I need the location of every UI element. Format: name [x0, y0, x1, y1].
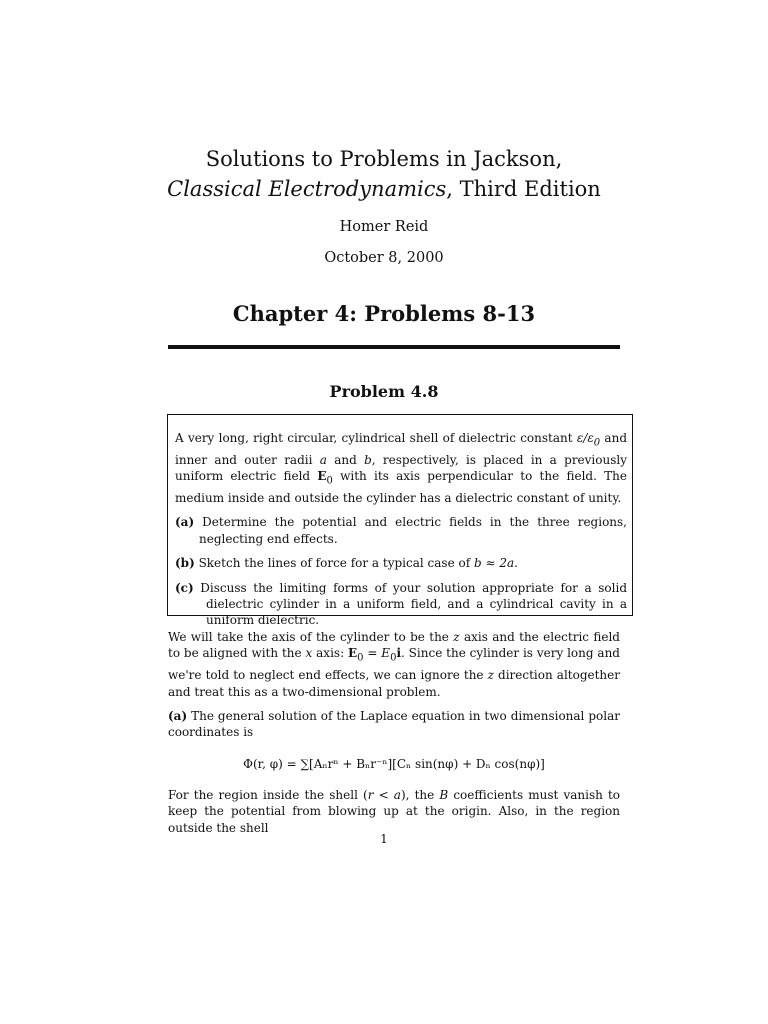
subscript: 0 [593, 437, 601, 449]
author: Homer Reid [339, 219, 429, 235]
date: October 8, 2000 [324, 250, 444, 266]
paragraph [168, 708, 620, 741]
solution-text [168, 629, 620, 836]
paragraph [168, 629, 620, 700]
math-run: ε/ε [576, 431, 594, 445]
title-block [0, 144, 768, 268]
part-b [175, 555, 627, 571]
text-run: Sketch the lines of force for a typical case of [194, 556, 474, 571]
text-run: . [514, 556, 518, 571]
math-a: a [319, 452, 327, 467]
text-run: . Since the cylinder is very long and we're told to neglect end effects, we can ignore the [168, 646, 620, 683]
text-run: We will take the axis of the cylinder to be the [168, 630, 454, 644]
math-run: E [317, 469, 327, 484]
part-label: (b) [175, 556, 195, 571]
text-run: axis and the electric field to be aligned with the [168, 630, 620, 661]
math-b: b [364, 452, 372, 467]
part-label: (c) [175, 580, 194, 595]
text-run: , respectively, is placed in a previously uniform electric field [175, 452, 627, 484]
text-run: For the region inside the shell ( [168, 787, 368, 802]
text-run: The general solution of the Laplace equation in two dimensional polar coordinates is [168, 709, 620, 740]
problem-intro [175, 430, 627, 506]
math-run: z [487, 668, 494, 683]
math-run: b ≈ 2a [473, 556, 515, 571]
paragraph [168, 787, 620, 836]
text-run: Determine the potential and electric fields in the three regions, neglecting end effects. [194, 515, 627, 546]
page-number: 1 [380, 832, 388, 846]
subscript: 0 [326, 475, 333, 487]
math-epsilon [576, 431, 601, 449]
text-run: coefficients must vanish to keep the potential from blowing up at the origin. Also, in the region outside the shell [168, 787, 621, 835]
math-run: = E [363, 646, 391, 661]
document-title: Solutions to Problems in Jackson, [205, 147, 563, 171]
text-run: with its axis perpendicular to the field. The medium inside and outside the cylinder has a dielectric constant of unity. [175, 469, 627, 505]
text-run: Discuss the limiting forms of your solution appropriate for a solid dielectric cylinder in a uniform field, and a cylindrical cavity in a uniform dielectric. [193, 580, 627, 628]
chapter-heading: Chapter 4: Problems 8-13 [232, 301, 536, 326]
equation: Φ(r, φ) = ∑[Aₙrⁿ + Bₙr⁻ⁿ][Cₙ sin(nφ) + Dₙ cos(nφ)] [243, 756, 545, 771]
text-run: A very long, right circular, cylindrical shell of dielectric constant [175, 431, 577, 445]
edition-text: , Third Edition [446, 177, 601, 201]
text-run: and [326, 452, 365, 467]
horizontal-rule [168, 345, 620, 349]
text-run: ), the [400, 787, 440, 802]
math-run: E [347, 646, 358, 661]
math-run: B [439, 787, 449, 802]
math-run: z [453, 630, 460, 644]
text-run: and inner and outer radii [175, 431, 627, 467]
math-run: r < a [367, 787, 401, 802]
problem-heading: Problem 4.8 [329, 382, 439, 401]
math-run: i [396, 646, 401, 661]
part-a [175, 514, 627, 547]
part-c [175, 580, 627, 629]
problem-statement-box [167, 414, 633, 628]
document-subtitle [0, 174, 768, 204]
math-run: x [305, 646, 313, 661]
text-run: direction altogether and treat this as a two-dimensional problem. [168, 668, 620, 699]
part-label: (a) [175, 515, 195, 530]
part-label: (a) [168, 709, 188, 724]
math-e0 [317, 469, 333, 487]
book-title: Classical Electrodynamics [167, 177, 447, 201]
text-run: axis: [312, 646, 348, 661]
subscript: 0 [390, 652, 397, 664]
subscript: 0 [357, 652, 364, 664]
problem-statement [175, 430, 627, 629]
